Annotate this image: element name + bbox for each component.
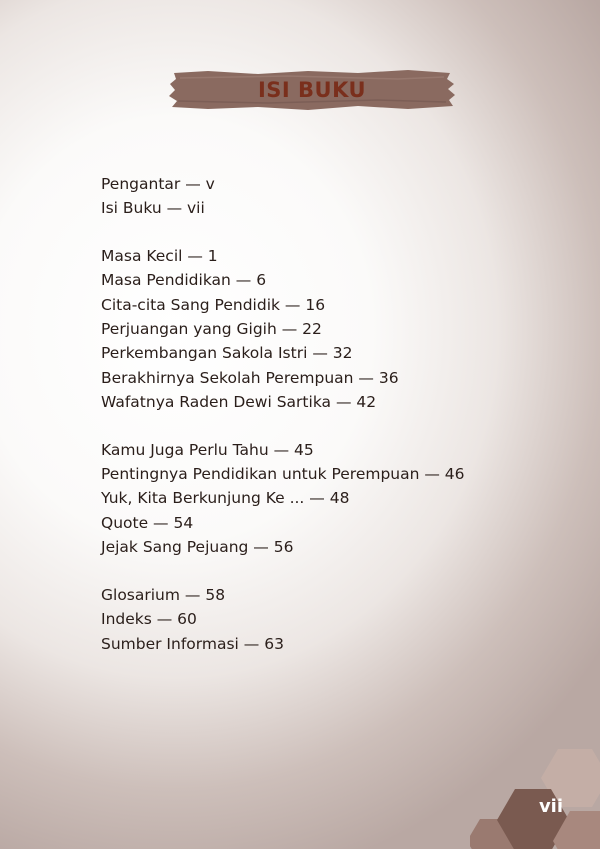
toc-entry[interactable]: Indeks — 60 — [101, 610, 197, 629]
page-number: vii — [538, 796, 564, 817]
toc-entry[interactable]: Pentingnya Pendidikan untuk Perempuan — 46 — [101, 465, 465, 484]
toc-entry[interactable]: Quote — 54 — [101, 513, 194, 532]
toc-entry[interactable]: Jejak Sang Pejuang — 56 — [101, 538, 294, 557]
toc-entry[interactable]: Sumber Informasi — 63 — [101, 634, 284, 653]
toc-entry[interactable]: Masa Kecil — 1 — [101, 246, 218, 265]
toc-entry[interactable]: Isi Buku — vii — [101, 199, 205, 218]
toc-entry[interactable]: Cita-cita Sang Pendidik — 16 — [101, 295, 326, 314]
table-of-contents — [101, 172, 465, 679]
toc-group-back-matter — [101, 583, 465, 656]
title-banner — [168, 70, 456, 110]
toc-group-extras — [101, 438, 465, 560]
page-title: ISI BUKU — [257, 78, 367, 102]
toc-entry[interactable]: Glosarium — 58 — [101, 585, 226, 604]
toc-entry[interactable]: Perjuangan yang Gigih — 22 — [101, 320, 322, 339]
toc-entry[interactable]: Pengantar — v — [101, 175, 215, 193]
toc-group-chapters — [101, 244, 465, 415]
toc-entry[interactable]: Berakhirnya Sekolah Perempuan — 36 — [101, 368, 399, 387]
toc-entry[interactable]: Kamu Juga Perlu Tahu — 45 — [101, 440, 314, 459]
toc-group-front-matter — [101, 172, 465, 221]
toc-entry[interactable]: Yuk, Kita Berkunjung Ke ... — 48 — [101, 489, 350, 508]
toc-entry[interactable]: Masa Pendidikan — 6 — [101, 271, 267, 290]
toc-entry[interactable]: Perkembangan Sakola Istri — 32 — [101, 344, 353, 363]
toc-entry[interactable]: Wafatnya Raden Dewi Sartika — 42 — [101, 393, 377, 412]
